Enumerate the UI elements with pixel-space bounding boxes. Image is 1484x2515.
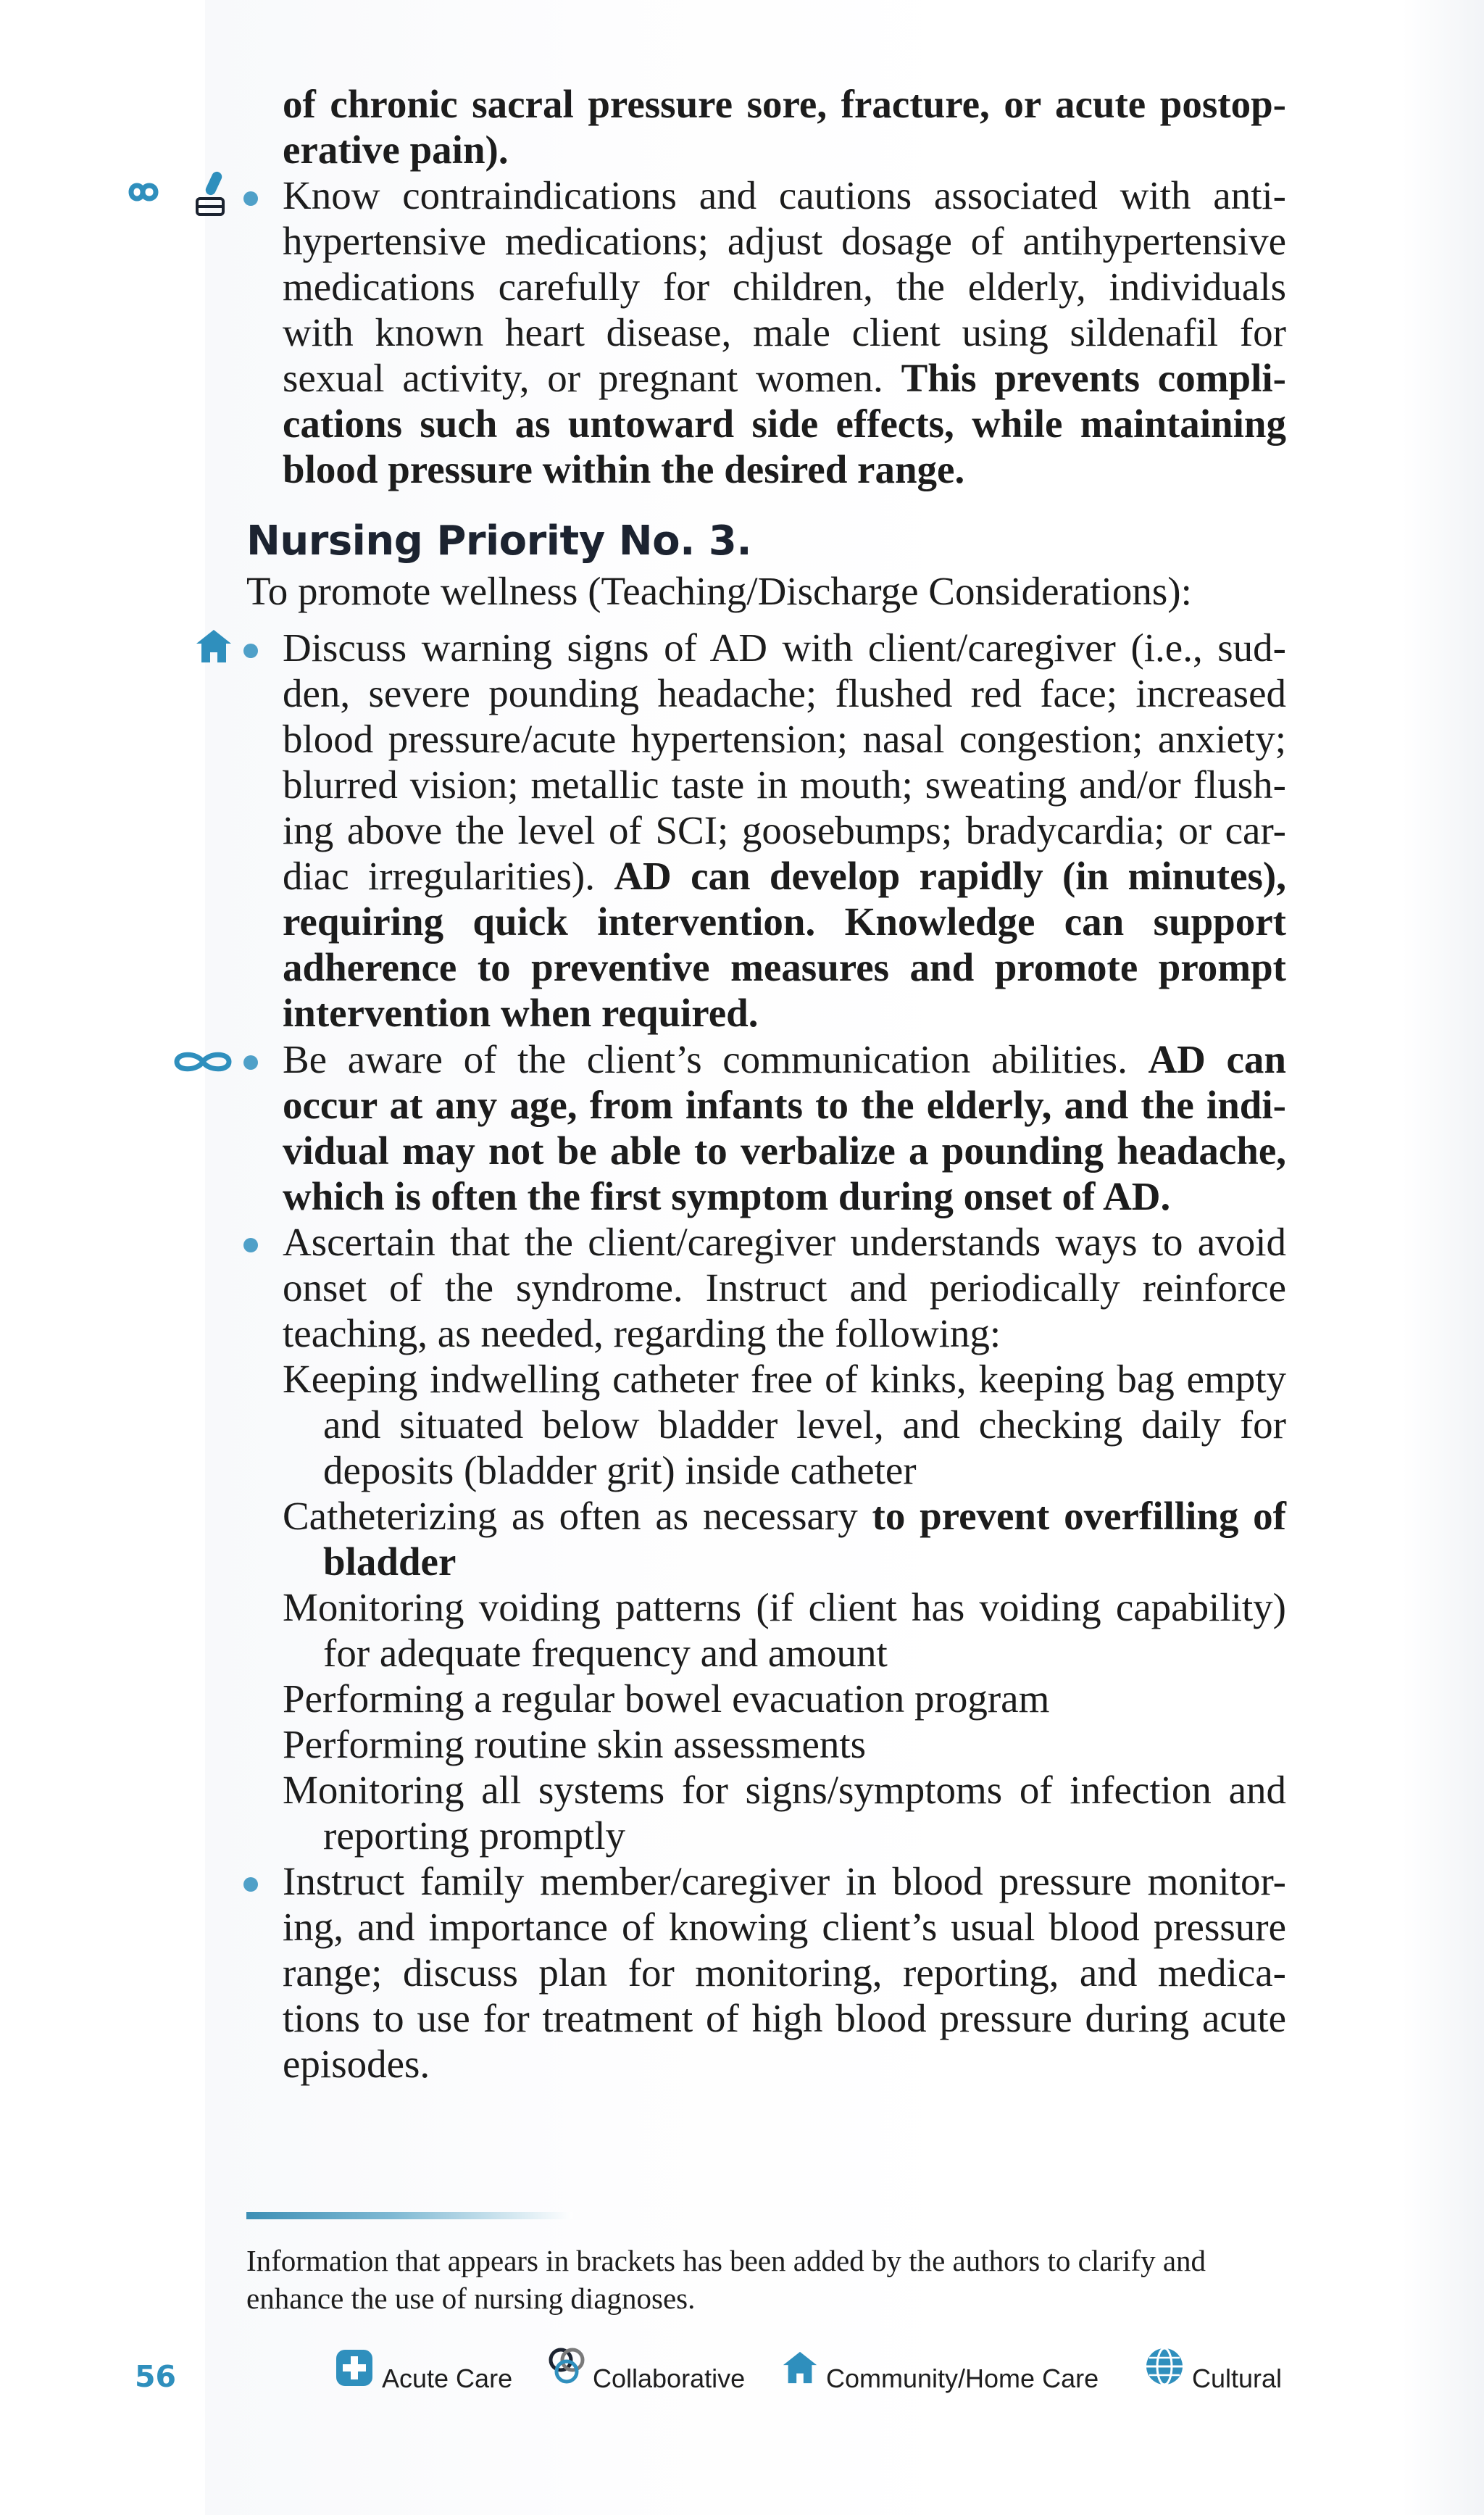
subitem-catheter-care	[283, 1356, 1286, 1493]
continued-bullet-text: of chronic sacral pressure sore, fracture, or acute postop-erative pain).	[283, 82, 1286, 172]
nursing-priority-subheading: To promote wellness (Teaching/Discharge Considerations):	[246, 569, 1192, 613]
subitem-rationale: to prevent overfilling of bladder	[323, 1494, 1286, 1584]
legend-label-collaborative: Collaborative	[593, 2364, 746, 2393]
subitem-text: Performing a regular bowel evacuation program	[283, 1676, 1050, 1721]
bullet-communication	[283, 1036, 1286, 1219]
subitem-text: Performing routine skin assessments	[283, 1722, 867, 1766]
bullet-dot	[243, 1877, 258, 1892]
bullet-text: Discuss warning signs of AD with client/caregiver (i.e., sud-den, severe pounding headache; flushed red face; increased blood pressure/acute hypertension; nasal congestion; anxiety; blurred vision; metallic taste in mouth; sweating and/or flush-ing above the level of SCI; goosebumps; bradycardia; or car-diac irregularities).	[283, 625, 1286, 898]
bullet-dot	[243, 191, 258, 206]
bullet-dot	[243, 1238, 258, 1252]
bullet-text: Instruct family member/caregiver in blood pressure monitor-ing, and importance of knowing client’s usual blood pressure range; discuss plan for monitoring, reporting, and medica-tions to use for treatment of high blood pressure during acute episodes.	[283, 1859, 1286, 2086]
nursing-priority-heading: Nursing Priority No. 3.	[246, 517, 752, 565]
bullet-text: Be aware of the client’s communication abilities.	[283, 1037, 1149, 1081]
subitem-infection-monitoring	[283, 1767, 1286, 1858]
bullet-text: Ascertain that the client/caregiver understands ways to avoid onset of the syndrome. Instruct and periodically reinforce teaching, as needed, regarding the following:	[283, 1220, 1286, 1355]
bullet-dot	[243, 644, 258, 658]
bullet-instruct-family	[283, 1858, 1286, 2087]
subitem-text: Monitoring voiding patterns (if client has voiding capability) for adequate frequency and amount	[283, 1585, 1286, 1675]
subitem-catheterizing	[283, 1493, 1286, 1584]
bullet-text: Know contraindications and cautions associated with anti-hypertensive medications; adjust dosage of antihypertensive medications carefully for children, the elderly, individuals with known heart disease, male client using sildenafil for sexual activity, or pregnant women.	[283, 173, 1286, 400]
medication-vial-icon	[190, 168, 233, 220]
community-home-care-icon	[781, 2348, 819, 2386]
collaborative-infinity-icon	[172, 1049, 233, 1074]
subitem-text: Catheterizing as often as necessary	[283, 1494, 872, 1538]
subitem-text: Monitoring all systems for signs/symptoms of infection and reporting promptly	[283, 1768, 1286, 1858]
collaborative-icon	[545, 2345, 588, 2389]
bullet-warning-signs	[283, 625, 1286, 1036]
bullet-rationale: AD can develop rapidly (in minutes), requiring quick intervention. Knowledge can support adherence to preventive measures and promote prompt intervention when required.	[283, 854, 1286, 1035]
subitem-text: Keeping indwelling catheter free of kinks, keeping bag empty and situated below bladder level, and checking daily for deposits (bladder grit) inside catheter	[283, 1357, 1286, 1492]
footnote: Information that appears in brackets has been added by the authors to clarify and enhance the use of nursing diagnoses.	[246, 2244, 1206, 2315]
legend-label-cultural: Cultural	[1192, 2364, 1283, 2393]
subitem-skin-assessments	[283, 1721, 1286, 1767]
collaborative-infinity-icon	[127, 178, 192, 207]
bullet-rationale: AD can occur at any age, from infants to the elderly, and the indi-vidual may not be able to verbalize a pounding headache, which is often the first symptom during onset of AD.	[283, 1037, 1286, 1218]
page-number: 56	[135, 2359, 177, 2394]
bullet-antihypertensive	[283, 172, 1286, 492]
bullet-rationale: This prevents compli-cations such as untoward side effects, while maintaining blood pressure within the desired range.	[283, 356, 1287, 491]
cultural-globe-icon	[1143, 2345, 1185, 2387]
subitem-voiding-patterns	[283, 1584, 1286, 1676]
legend-label-community-home-care: Community/Home Care	[826, 2364, 1099, 2393]
footnote-rule	[246, 2212, 572, 2219]
bullet-ascertain	[283, 1219, 1286, 1356]
subitem-bowel-program	[283, 1676, 1286, 1721]
page-edge-shade	[1402, 0, 1484, 2515]
acute-care-cross-icon	[335, 2348, 374, 2387]
legend-label-acute-care: Acute Care	[382, 2364, 513, 2393]
bullet-dot	[243, 1055, 258, 1070]
community-home-care-icon	[194, 628, 233, 664]
